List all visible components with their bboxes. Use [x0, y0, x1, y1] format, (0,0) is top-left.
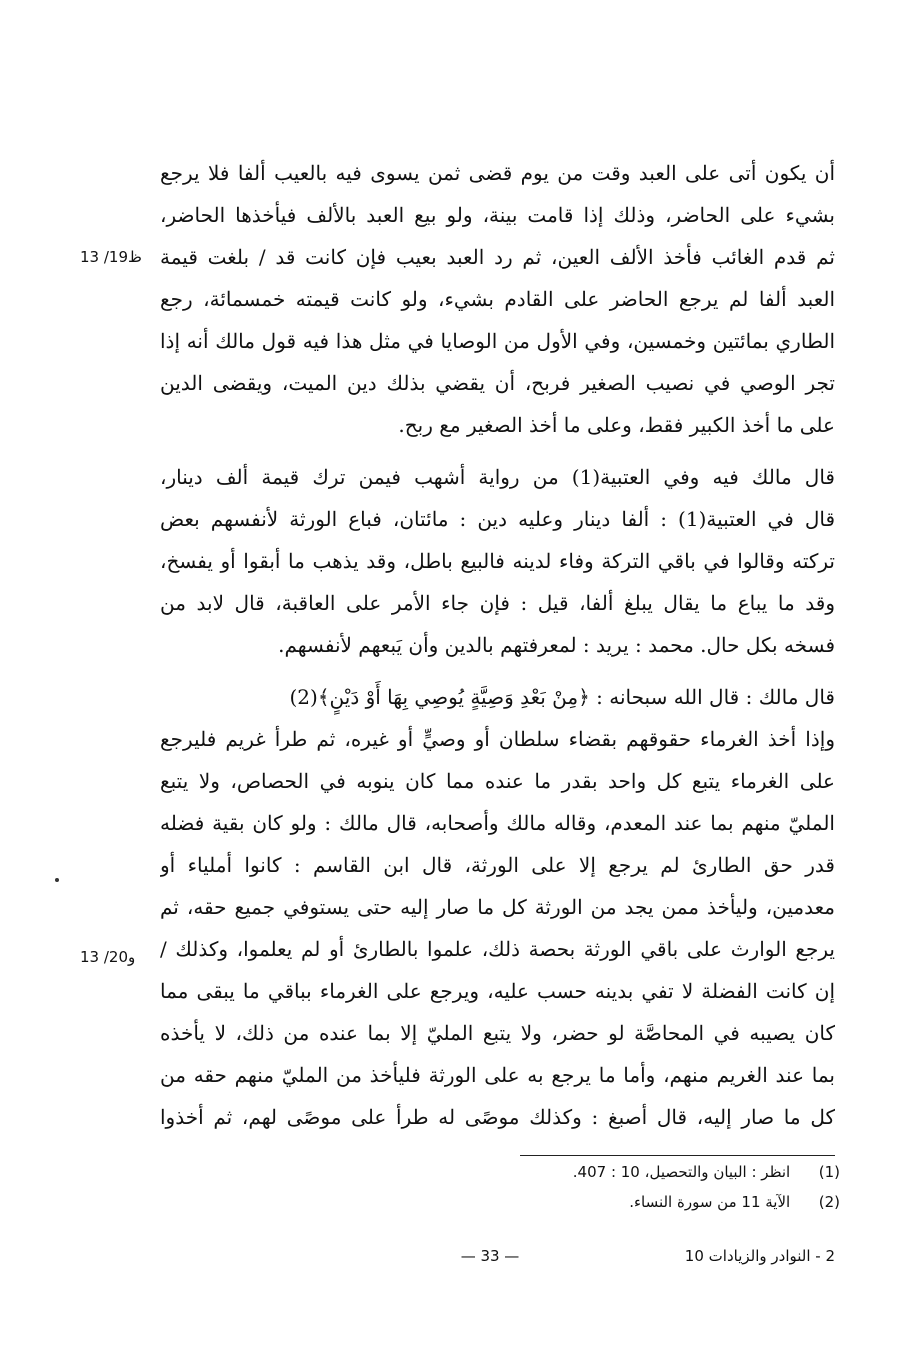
footnote-number: (2)	[818, 1193, 840, 1211]
paragraph-2	[160, 456, 835, 666]
text-line: وإذا أخذ الغرماء حقوقهم بقضاء سلطان أو وصيٍّ أو غيره، ثم طرأ غريم فليرجع	[160, 727, 835, 751]
text-line: بما عند الغريم منهم، وأما ما يرجع به على الورثة فليأخذ من المليّ منهم حقه من	[160, 1063, 835, 1087]
text-line: على ما أخذ الكبير فقط، وعلى ما أخذ الصغير مع ربح.	[398, 413, 835, 437]
footnote-text: انظر : البيان والتحصيل، 10 : 407.	[572, 1163, 791, 1181]
text-line: يرجع الوارث على باقي الورثة بحصة ذلك، علموا بالطارئ أو لم يعلموا، وكذلك /	[160, 937, 835, 961]
footnote-item	[300, 1157, 840, 1187]
margin-folio-note: 13 /20و	[80, 948, 136, 966]
text-line: العبد ألفا لم يرجع الحاضر على القادم بشيء، ولو كانت قيمته خمسمائة، رجع	[160, 287, 835, 311]
text-line: على الغرماء يتبع كل واحد بقدر ما عنده مما كان ينوبه في الحصاص، ولا يتبع	[160, 769, 835, 793]
footnote-number: (1)	[818, 1163, 840, 1181]
footnotes	[300, 1157, 840, 1217]
text-line: كان يصيبه في المحاصَّة لو حضر، ولا يتبع المليّ إلا بما عنده من ذلك، لا يأخذه	[160, 1021, 835, 1045]
text-line: المليّ منهم بما عند المعدم، وقاله مالك وأصحابه، قال مالك : ولو كان بقية فضله	[160, 811, 835, 835]
page-footer	[160, 1247, 835, 1271]
paragraph-1	[160, 152, 835, 446]
text-line: تجر الوصي في نصيب الصغير فربح، أن يقضي بذلك دين الميت، ويقضى الدين	[160, 371, 835, 395]
text-line: قال في العتبية(1) : ألفا دينار وعليه دين : مائتان، فباع الورثة لأنفسهم بعض	[160, 507, 835, 531]
text-line: إن كانت الفضلة لا تفي بدينه حسب عليه، ويرجع على الغرماء بباقي ما يبقى مما	[160, 979, 835, 1003]
text-line: قال مالك فيه وفي العتبية(1) من رواية أشهب فيمن ترك قيمة ألف دينار،	[160, 465, 835, 489]
text-line: أن يكون أتى على العبد وقت من يوم قضى ثمن يسوى فيه بالعيب ألفا فلا يرجع	[160, 161, 835, 185]
text-line: قدر حق الطارئ لم يرجع إلا على الورثة، قال ابن القاسم : كانوا أملياء أو	[160, 853, 835, 877]
footnote-divider	[520, 1155, 835, 1156]
scan-speck	[55, 878, 59, 882]
text-line: تركته وقالوا في باقي التركة وفاء لدينه فالبيع باطل، وقد يذهب ما أبقوا أو يفسخ،	[160, 549, 835, 573]
margin-folio-note: 13 /19ظ	[80, 248, 142, 266]
text-line: معدمين، وليأخذ ممن يجد من الورثة كل ما صار إليه حتى يستوفي جميع حقه، ثم	[160, 895, 835, 919]
footnote-text: الآية 11 من سورة النساء.	[629, 1193, 791, 1211]
footer-book-title: 2 - النوادر والزيادات 10	[684, 1247, 835, 1265]
text-line: قال مالك : قال الله سبحانه : ﴿مِنْ بَعْدِ وَصِيَّةٍ يُوصِي بِهَا أَوْ دَيْنٍ﴾(2)	[289, 685, 835, 709]
text-line: ثم قدم الغائب فأخذ الألف العين، ثم رد العبد بعيب فإن كانت قد / بلغت قيمة	[160, 245, 835, 269]
footnote-item	[300, 1187, 840, 1217]
text-line: بشيء على الحاضر، وذلك إذا قامت بينة، ولو بيع العبد بالألف فيأخذها الحاضر،	[160, 203, 835, 227]
text-line: وقد ما يباع ما يقال يبلغ ألفا، قيل : فإن جاء الأمر على العاقبة، قال لابد من	[160, 591, 835, 615]
text-line: الطاري بمائتين وخمسين، وفي الأول من الوصايا في مثل هذا فيه قول مالك أنه إذا	[160, 329, 835, 353]
paragraph-3	[160, 676, 835, 1138]
page-number: — 33 —	[460, 1247, 520, 1265]
text-line: فسخه بكل حال. محمد : يريد : لمعرفتهم بالدين وأن يَبعهم لأنفسهم.	[278, 633, 835, 657]
text-line: كل ما صار إليه، قال أصبغ : وكذلك موصًى له طرأ على موصًى لهم، ثم أخذوا	[160, 1105, 835, 1129]
